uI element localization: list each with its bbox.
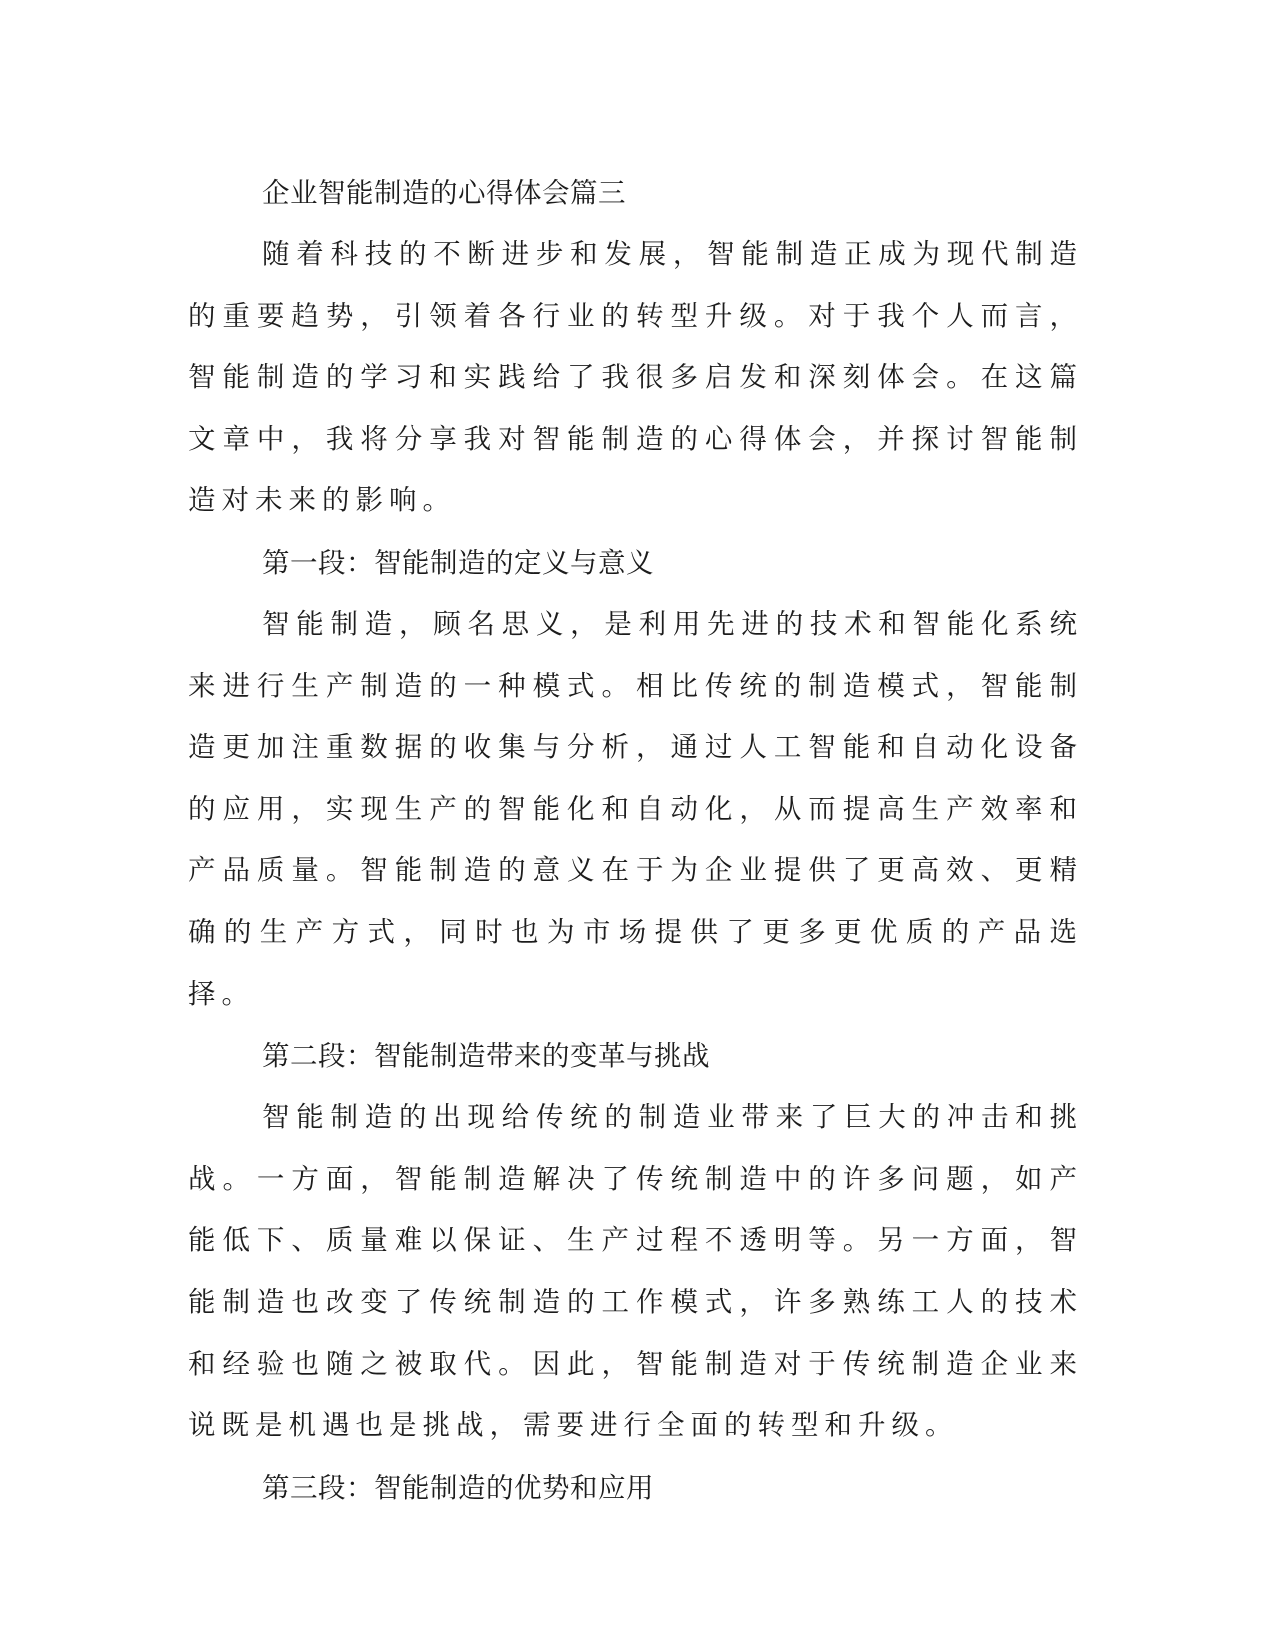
section-1-paragraph: 智能制造，顾名思义，是利用先进的技术和智能化系统来进行生产制造的一种模式。相比传统的制造模式，智能制造更加注重数据的收集与分析，通过人工智能和自动化设备的应用，实现生产的智能化和自动化，从而提高生产效率和产品质量。智能制造的意义在于为企业提供了更高效、更精确的生产方式，同时也为市场提供了更多更优质的产品选择。 bbox=[188, 607, 1083, 1010]
section-1-heading: 第一段：智能制造的定义与意义 bbox=[262, 546, 654, 579]
intro-paragraph: 随着科技的不断进步和发展，智能制造正成为现代制造的重要趋势，引领着各行业的转型升级。对于我个人而言，智能制造的学习和实践给了我很多启发和深刻体会。在这篇文章中，我将分享我对智能制造的心得体会，并探讨智能制造对未来的影响。 bbox=[188, 238, 1083, 517]
document-title: 企业智能制造的心得体会篇三 bbox=[262, 177, 626, 209]
section-2-heading: 第二段：智能制造带来的变革与挑战 bbox=[262, 1040, 710, 1073]
document-body bbox=[188, 162, 1083, 1519]
section-2-paragraph: 智能制造的出现给传统的制造业带来了巨大的冲击和挑战。一方面，智能制造解决了传统制造中的许多问题，如产能低下、质量难以保证、生产过程不透明等。另一方面，智能制造也改变了传统制造的工作模式，许多熟练工人的技术和经验也随之被取代。因此，智能制造对于传统制造企业来说既是机遇也是挑战，需要进行全面的转型和升级。 bbox=[188, 1101, 1083, 1442]
section-3-heading: 第三段：智能制造的优势和应用 bbox=[262, 1471, 654, 1504]
